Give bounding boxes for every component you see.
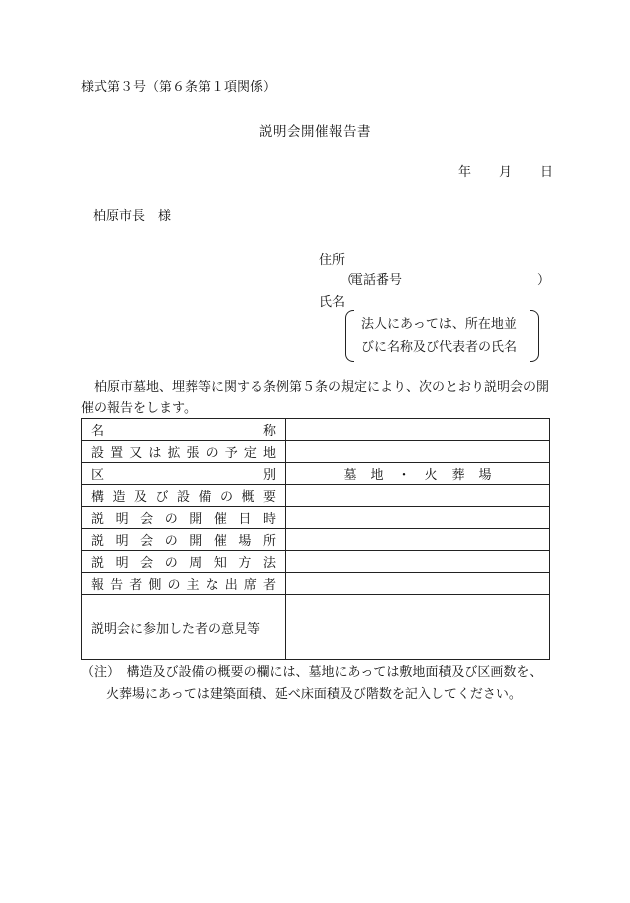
intro-text: 柏原市墓地、埋葬等に関する条例第５条の規定により、次のとおり説明会の開催の報告をします。: [81, 380, 550, 416]
phone-label: 電話番号: [350, 273, 403, 288]
name-value-cell[interactable]: [286, 419, 550, 441]
table-row: [82, 507, 550, 529]
table-row: [82, 573, 550, 595]
row-label: 説明会の周知方法: [82, 551, 286, 573]
kubetsu-value-cell[interactable]: [286, 463, 550, 485]
date-day[interactable]: 日: [540, 165, 554, 180]
notice-method-value-cell[interactable]: [286, 551, 550, 573]
note-line2: 火葬場にあっては建築面積、延べ床面積及び階数を記入してください。: [106, 687, 522, 702]
table-row: [82, 485, 550, 507]
document-title: 説明会開催報告書: [259, 124, 371, 140]
row-label: 報告者側の主な出席者: [82, 573, 286, 595]
phone-close-paren: ）: [537, 273, 551, 288]
table-row: [82, 419, 550, 441]
right-bracket: [530, 310, 539, 362]
row-label: 説明会の開催場所: [82, 529, 286, 551]
row-label: 説明会に参加した者の意見等: [82, 595, 286, 660]
kubetsu-char: 墓: [343, 468, 357, 483]
table-row: [82, 463, 550, 485]
kubetsu-char: 葬: [451, 468, 465, 483]
kubetsu-char: ・: [397, 468, 411, 483]
row-label: 区別: [82, 463, 286, 485]
kubetsu-options: [295, 464, 540, 483]
addressee: 柏原市長 様: [93, 209, 172, 224]
date-year[interactable]: 年: [458, 165, 472, 180]
kubetsu-char: 場: [478, 468, 492, 483]
report-table: [81, 418, 550, 660]
table-row: [82, 441, 550, 463]
name-label: 氏名: [319, 295, 346, 310]
kubetsu-char: 地: [370, 468, 384, 483]
attendees-value-cell[interactable]: [286, 573, 550, 595]
kubetsu-char: 火: [424, 468, 438, 483]
row-label: 名称: [82, 419, 286, 441]
form-number: 様式第３号（第６条第１項関係）: [81, 80, 277, 95]
meeting-place-value-cell[interactable]: [286, 529, 550, 551]
date-month[interactable]: 月: [499, 165, 513, 180]
row-label: 構造及び設備の概要: [82, 485, 286, 507]
phone-open-paren: （: [340, 273, 354, 288]
corporate-note-line2: びに名称及び代表者の氏名: [361, 340, 518, 355]
address-label: 住所: [319, 253, 346, 268]
left-bracket: [345, 310, 354, 362]
table-row: [82, 595, 550, 660]
row-label: 設置又は拡張の予定地: [82, 441, 286, 463]
corporate-note-line1: 法人にあっては、所在地並: [361, 317, 517, 332]
structure-value-cell[interactable]: [286, 485, 550, 507]
opinions-value-cell[interactable]: [286, 595, 550, 660]
row-label: 説明会の開催日時: [82, 507, 286, 529]
note-line1: （注） 構造及び設備の概要の欄には、墓地にあっては敷地面積及び区画数を、: [81, 665, 543, 680]
planned-site-value-cell[interactable]: [286, 441, 550, 463]
table-row: [82, 529, 550, 551]
meeting-datetime-value-cell[interactable]: [286, 507, 550, 529]
table-row: [82, 551, 550, 573]
